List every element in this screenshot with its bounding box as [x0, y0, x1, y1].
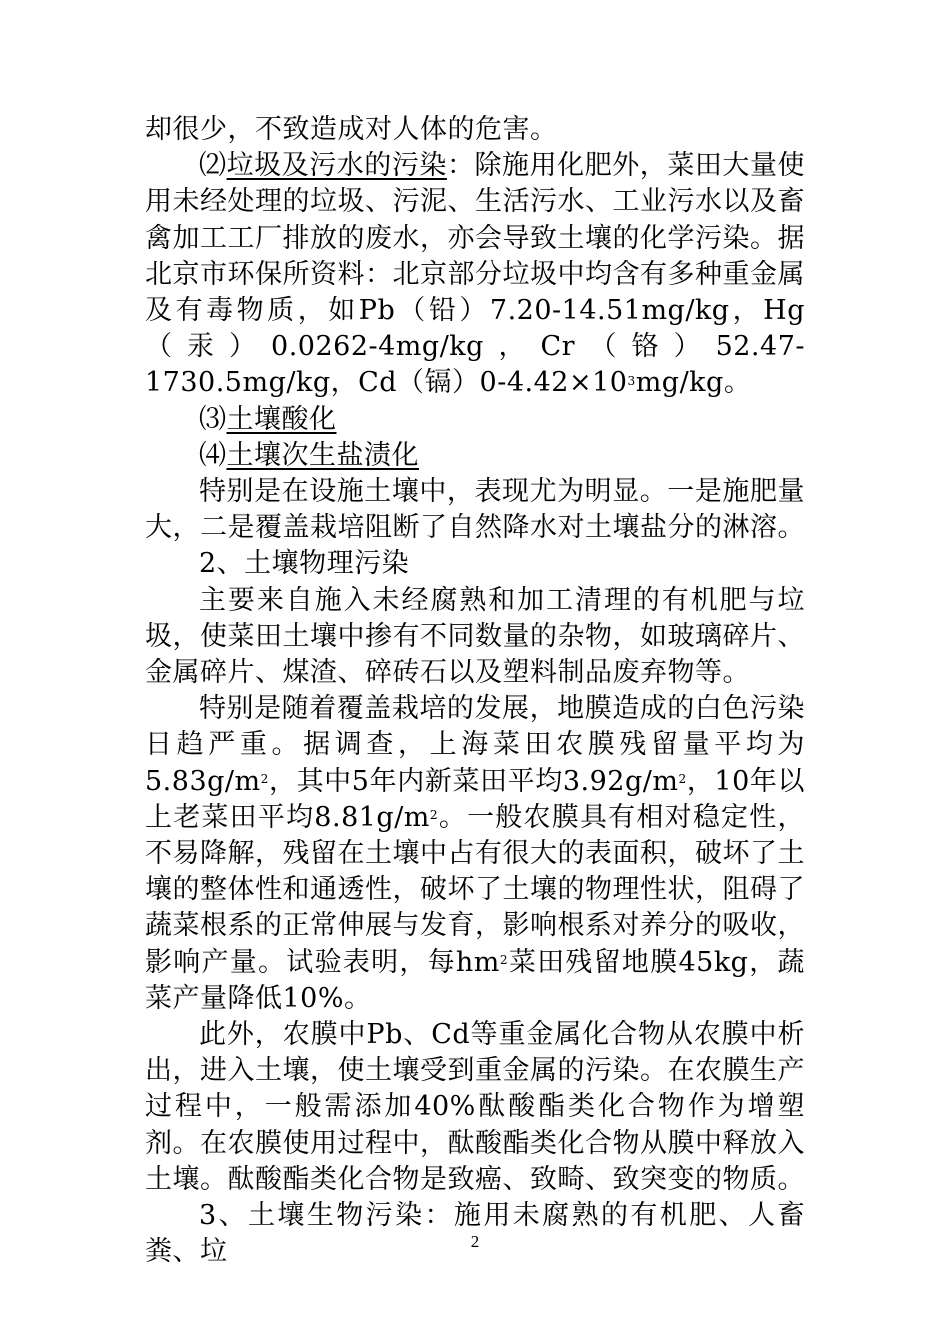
- paragraph-text: 特别是在设施土壤中，表现尤为明显。一是施肥量大，二是覆盖栽培阻断了自然降水对土壤盐分的淋溶。: [145, 476, 805, 544]
- paragraph-soil-acidification: [145, 402, 805, 438]
- paragraph-physical-sources: [145, 583, 805, 692]
- paragraph-facility-soil: [145, 474, 805, 546]
- item-marker: ⑷: [199, 439, 227, 471]
- paragraph-secondary-salinization: [145, 438, 805, 474]
- underlined-heading: 垃圾及污水的污染: [226, 150, 447, 182]
- item-marker: ⑶: [199, 403, 227, 435]
- section-heading-physical-pollution: [145, 546, 805, 582]
- paragraph-text: 此外，农膜中Pb、Cd等重金属化合物从农膜中析出，进入土壤，使土壤受到重金属的污染。在农膜生产过程中，一般需添加40%酞酸酯类化合物作为增塑剂。在农膜使用过程中，酞酸酯类化合物从膜中释放入土壤。酞酸酯类化合物是致癌、致畸、致突变的物质。: [145, 1019, 805, 1195]
- superscript: 2: [499, 953, 509, 967]
- underlined-heading: 土壤次生盐渍化: [226, 439, 419, 471]
- paragraph-heavy-metals-film: [145, 1017, 805, 1198]
- paragraph-garbage-sewage: [145, 148, 805, 401]
- superscript: 2: [678, 771, 687, 786]
- paragraph-text: ，10年以上老菜田平均8.81g/m: [145, 765, 806, 833]
- superscript: 3: [627, 373, 636, 388]
- paragraph-text: 特别是随着覆盖栽培的发展，地膜造成的白色污染日趋严重。据调查，上海菜田农膜残留量平均为5.83g/m: [145, 693, 805, 797]
- section-heading: 2、土壤物理污染: [199, 548, 410, 580]
- paragraph-text: 。一般农膜具有相对稳定性，不易降解，残留在土壤中占有很大的表面积，破坏了土壤的整体性和通透性，破坏了土壤的物理性状，阻碍了蔬菜根系的正常伸展与发育，影响根系对养分的吸收，影响产量。试验表明，每hm: [145, 801, 805, 978]
- paragraph-text: 3、土壤生物污染：施用未腐熟的有机肥、人畜粪、垃: [145, 1200, 805, 1268]
- paragraph-text: mg/kg。: [635, 367, 752, 399]
- paragraph-text: 菜田残留地膜45kg，蔬菜产量降低10%。: [145, 946, 805, 1014]
- item-marker: ⑵: [199, 150, 227, 182]
- paragraph-text: 却很少，不致造成对人体的危害。: [145, 114, 558, 145]
- underlined-heading: 土壤酸化: [226, 403, 337, 435]
- superscript: 2: [429, 808, 439, 823]
- body-text: [145, 112, 805, 1271]
- paragraph-text: ：除施用化肥外，菜田大量使用未经处理的垃圾、污泥、生活污水、工业污水以及畜禽加工工厂排放的废水，亦会导致土壤的化学污染。据北京市环保所资料：北京部分垃圾中均含有多种重金属及有毒物质，如Pb（铅）7.20-14.51mg/kg，Hg（汞）0.0262-4mg/kg，Cr（铬）52.47-1730.5mg/kg，Cd（镉）0-4.42×10: [145, 150, 806, 399]
- paragraph-text: 主要来自施入未经腐熟和加工清理的有机肥与垃圾，使菜田土壤中掺有不同数量的杂物，如玻璃碎片、金属碎片、煤渣、碎砖石以及塑料制品废弃物等。: [145, 584, 805, 689]
- paragraph-text: ，其中5年内新菜田平均3.92g/m: [268, 765, 679, 797]
- paragraph-white-pollution: [145, 691, 805, 1017]
- paragraph-continuation: [145, 112, 805, 148]
- page-number: 2: [470, 1232, 480, 1251]
- superscript: 2: [260, 771, 269, 786]
